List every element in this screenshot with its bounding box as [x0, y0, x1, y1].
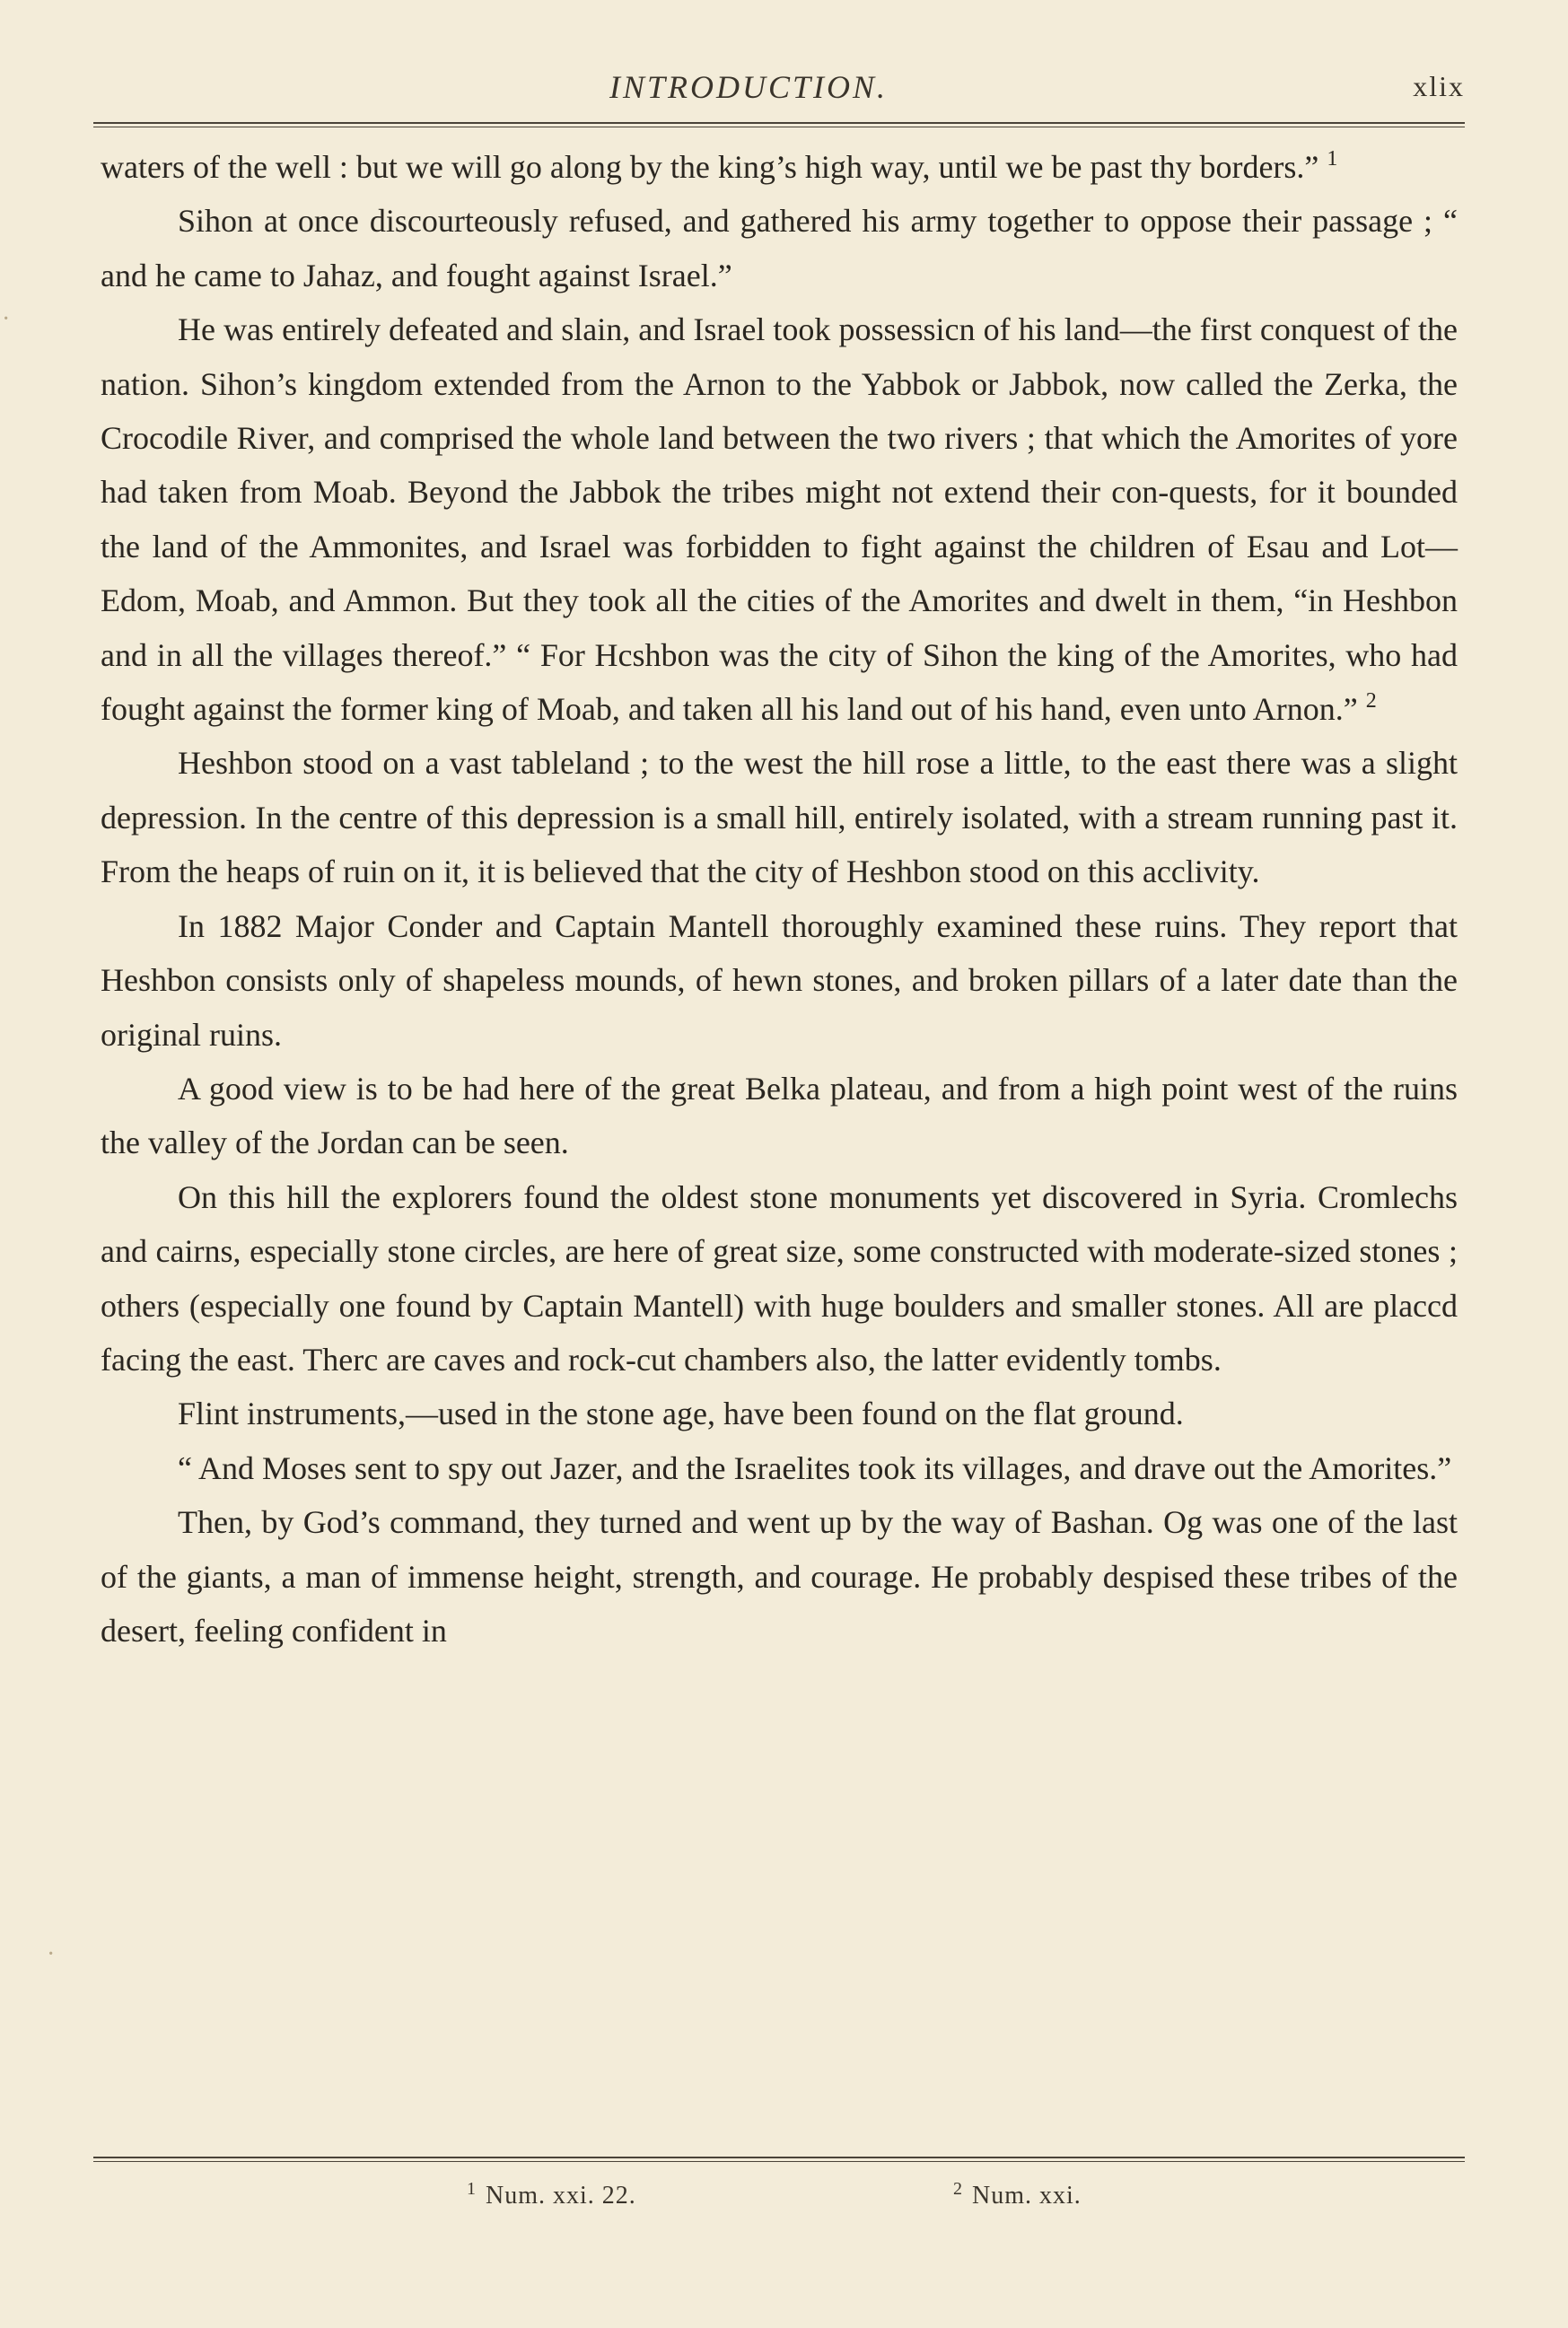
footnote-1-text: Num. xxi. 22. [486, 2182, 636, 2210]
footnote-1-mark: 1 [467, 2179, 477, 2199]
paragraph-text: He was entirely defeated and slain, and Israel took possessicn of his land—the first conquest of the nation. Sihon’s kingdom extended from the Arnon to the Yabbok or Jabbok, now called the Zerka, the Crocodile River, and comprised the whole land between the two rivers ; that which the Amorites of yore had taken from Moab. Beyond the Jabbok the tribes might not extend their con-quests, for it bounded the land of the Ammonites, and Israel was forbidden to fight against the children of Esau and Lot—Edom, Moab, and Ammon. But they took all the cities of the Amorites and dwelt in them, “in Heshbon and in all the villages thereof.” “ For Hcshbon was the city of Sihon the king of the Amorites, who had fought against the former king of Moab, and taken all his land out of his hand, even unto Arnon.” [101, 311, 1458, 728]
footnote-reference: 1 [1327, 147, 1338, 171]
paragraph [101, 140, 1458, 194]
paragraph [101, 736, 1458, 898]
paragraph-text: Heshbon stood on a vast tableland ; to the west the hill rose a little, to the east there was a slight depression. In the centre of this depression is a small hill, entirely isolated, with a stream running past it. From the heaps of ruin on it, it is believed that the city of Heshbon stood on this acclivity. [101, 745, 1458, 890]
footnote-reference: 2 [1365, 689, 1377, 713]
paragraph-text: Sihon at once discourteously refused, and gathered his army together to oppose their passage ; “ and he came to Jahaz, and fought against Israel.” [101, 203, 1458, 293]
paragraph-text: On this hill the explorers found the oldest stone monuments yet discovered in Syria. Cromlechs and cairns, especially stone circles, are here of great size, some constructed with moderate-sized stones ; others (especially one found by Captain Mantell) with huge boulders and smaller stones. All are placcd facing the east. Therc are caves and rock-cut chambers also, the latter evidently tombs. [101, 1178, 1458, 1378]
paragraph-text: waters of the well : but we will go along by the king’s high way, until we be past thy borders.” [101, 149, 1327, 185]
paragraph [101, 1170, 1458, 1387]
footnote-2-mark: 2 [953, 2179, 963, 2199]
margin-speck: · [47, 1940, 56, 1968]
paragraph [101, 1387, 1458, 1440]
paragraph [101, 1062, 1458, 1170]
header-rule [93, 122, 1465, 127]
footnote-2-text: Num. xxi. [972, 2182, 1082, 2210]
paragraph-text: Then, by God’s command, they turned and went up by the way of Bashan. Og was one of the last of the giants, a man of immense height, strength, and courage. He probably despised these tribes of the desert, feeling confident in [101, 1504, 1458, 1649]
paragraph-text: “ And Moses sent to spy out Jazer, and the Israelites took its villages, and drave out the Amorites.” [178, 1449, 1452, 1486]
page-header [93, 65, 1465, 118]
margin-speck: · [2, 305, 11, 333]
paragraph [101, 1441, 1458, 1495]
paragraph [101, 194, 1458, 302]
footnote-2 [953, 2179, 1082, 2210]
paragraph [101, 302, 1458, 736]
paragraph [101, 1495, 1458, 1658]
paragraph-text: In 1882 Major Conder and Captain Mantell thoroughly examined these ruins. They report that Heshbon consists only of shapeless mounds, of hewn stones, and broken pillars of a later date than the original ruins. [101, 907, 1458, 1053]
body-text [101, 140, 1458, 1658]
running-title: INTRODUCTION. [609, 69, 889, 105]
paragraph-text: A good view is to be had here of the great Belka plateau, and from a high point west of the ruins the valley of the Jordan can be seen. [101, 1070, 1458, 1161]
paragraph-text: Flint instruments,—used in the stone age, have been found on the flat ground. [178, 1396, 1184, 1432]
page-number: xlix [1413, 70, 1465, 102]
paragraph [101, 899, 1458, 1062]
footnotes [93, 2172, 1465, 2215]
footnote-rule [93, 2157, 1465, 2162]
footnote-1 [467, 2179, 636, 2210]
